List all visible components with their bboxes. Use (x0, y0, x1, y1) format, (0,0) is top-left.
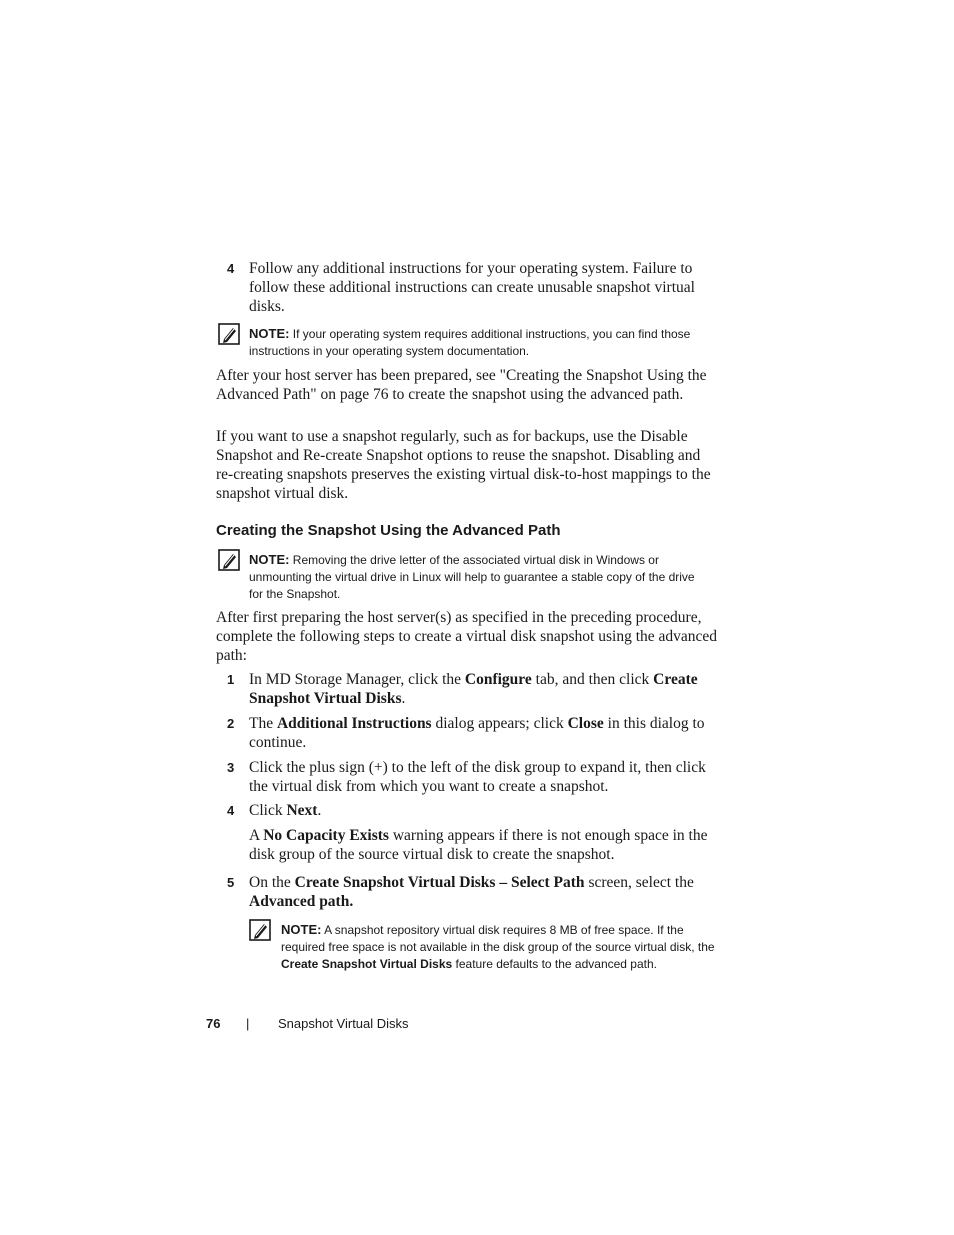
step-text-part: . (401, 690, 406, 707)
step-text: Click the plus sign (+) to the left of the disk group to expand it, then click the virtual disk from which you want to create a snapshot. (249, 759, 706, 795)
step-text-part: warning appears if there is not enough space in the disk group of the source virtual disk to create the snapshot. (249, 827, 708, 863)
step-text-part: The (249, 715, 277, 732)
step-text-part: . (317, 802, 322, 819)
step-number: 5 (227, 875, 235, 890)
paragraph: After your host server has been prepared, see "Creating the Snapshot Using the Advanced Path" on page 76 to create the snapshot using the advanced path. (216, 367, 707, 403)
ui-term: No Capacity Exists (263, 827, 389, 844)
note-pencil-icon (218, 323, 240, 345)
step-text-part: On the (249, 874, 295, 891)
step-number: 4 (227, 261, 235, 276)
step-text-part: tab, and then click (531, 671, 654, 688)
note-text: A snapshot repository virtual disk requires 8 MB of free space. If the required free space is not available in the disk group of the source virtual disk, the (281, 923, 715, 954)
ui-term: Create Snapshot Virtual Disks (281, 957, 453, 971)
ui-term: Next (286, 802, 318, 819)
step-text-part: Click (249, 802, 287, 819)
step-text (249, 801, 715, 820)
note-text: If your operating system requires additional instructions, you can find those instructions in your operating system documentation. (249, 327, 691, 358)
step-text (249, 873, 715, 911)
ui-term: Additional Instructions (276, 715, 432, 732)
step-text: Follow any additional instructions for your operating system. Failure to follow these additional instructions can create unusable snapshot virtual disks. (249, 260, 695, 315)
ui-term: Create Snapshot Virtual Disks (249, 671, 698, 707)
page-number: 76 (206, 1016, 221, 1031)
step-text (249, 714, 715, 752)
step-text-part: dialog appears; click (431, 715, 568, 732)
ui-term: Close (567, 715, 604, 732)
step-text-part: screen, select the (584, 874, 694, 891)
ui-term: Advanced path. (249, 893, 354, 910)
footer-section-title: Snapshot Virtual Disks (278, 1016, 409, 1031)
step-text-part: A (249, 827, 264, 844)
step-text-part: In MD Storage Manager, click the (249, 671, 465, 688)
step-number: 3 (227, 760, 235, 775)
note-pencil-icon (249, 919, 271, 941)
note-text: feature defaults to the advanced path. (452, 957, 657, 971)
note-text: Removing the drive letter of the associated virtual disk in Windows or unmounting the virtual drive in Linux will help to guarantee a stable copy of the drive for the Snapshot. (249, 553, 695, 601)
step-number: 2 (227, 716, 235, 731)
note (249, 551, 704, 603)
step-subparagraph (249, 826, 715, 864)
note-label: NOTE: (249, 552, 290, 567)
step-number: 4 (227, 803, 235, 818)
footer-separator: | (246, 1016, 250, 1031)
step-number: 1 (227, 672, 235, 687)
paragraph: After first preparing the host server(s) as specified in the preceding procedure, complete the following steps to create a virtual disk snapshot using the advanced path: (216, 609, 718, 664)
note-label: NOTE: (281, 922, 322, 937)
note-pencil-icon (218, 549, 240, 571)
step-text-part: in this dialog to continue. (249, 715, 705, 751)
ui-term: Configure (464, 671, 532, 688)
step-text (249, 670, 715, 708)
note (249, 325, 717, 360)
paragraph: If you want to use a snapshot regularly, such as for backups, use the Disable Snapshot and Re-create Snapshot options to reuse the snapshot. Disabling and re-creating snapshots preserves the existing virtual disk-to-host mappings to the snapshot virtual disk. (216, 428, 711, 502)
ui-term: Create Snapshot Virtual Disks – Select Path (294, 874, 585, 891)
section-heading: Creating the Snapshot Using the Advanced Path (216, 522, 561, 539)
note (281, 921, 717, 973)
note-label: NOTE: (249, 326, 290, 341)
